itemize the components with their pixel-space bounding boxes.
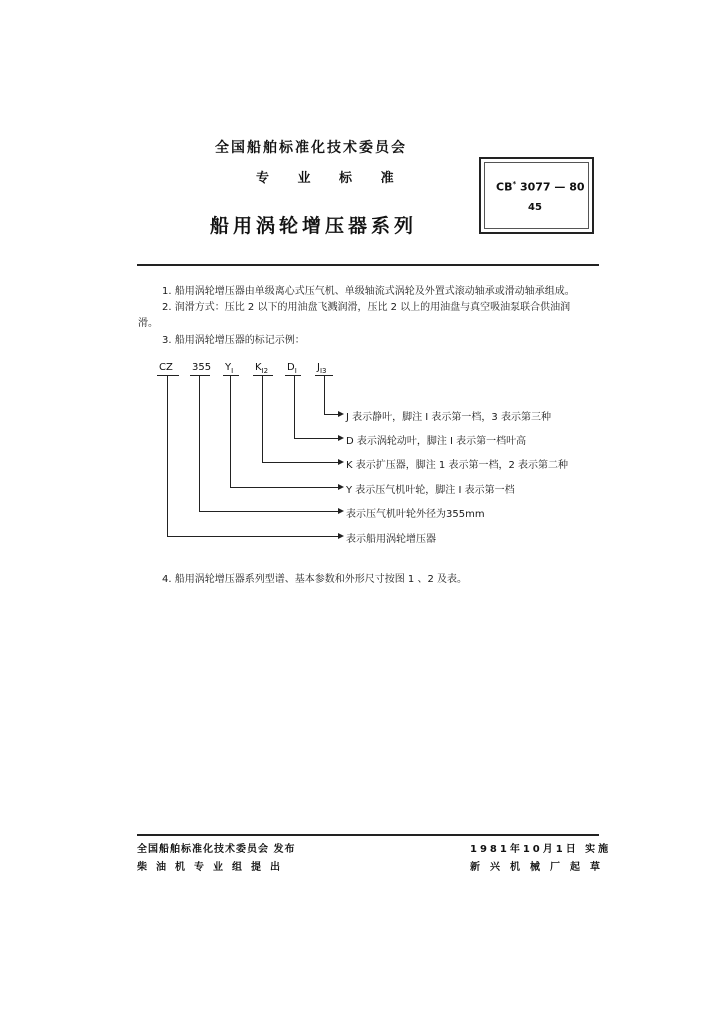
footer-proposer: 柴油机专业组提出 <box>137 862 289 873</box>
code-y: $Y_I$ <box>225 362 234 375</box>
code-cz: CZ <box>159 362 173 373</box>
footer-divider <box>137 834 599 836</box>
leader-line <box>230 376 231 487</box>
arrow-icon <box>338 411 344 417</box>
paragraph-2-continued: 滑。 <box>138 318 158 329</box>
leader-line <box>167 376 168 536</box>
code-diameter: 355 <box>192 362 212 373</box>
document-title: 船用涡轮增压器系列 <box>210 215 418 237</box>
label-y: Y 表示压气机叶轮，脚注 I 表示第一档 <box>346 485 515 496</box>
label-cz: 表示船用涡轮增压器 <box>346 534 436 545</box>
paragraph-2: 2. 润滑方式：压比 2 以下的用油盘飞溅润滑，压比 2 以上的用油盘与真空吸油泵联合供油润 <box>162 302 571 313</box>
leader-line <box>262 376 263 462</box>
code-k: $K_{I2}$ <box>255 362 269 375</box>
arrow-icon <box>338 508 344 514</box>
standard-number-box <box>479 157 594 234</box>
arrow-icon <box>338 459 344 465</box>
label-d: D 表示涡轮动叶，脚注 I 表示第一档叶高 <box>346 436 527 447</box>
code-underline <box>190 375 210 376</box>
leader-line <box>167 536 338 537</box>
leader-line <box>324 376 325 414</box>
leader-line <box>199 511 338 512</box>
leader-line <box>230 487 338 488</box>
arrow-icon <box>338 484 344 490</box>
header-divider <box>137 264 599 266</box>
code-underline <box>157 375 179 376</box>
leader-line <box>294 376 295 438</box>
footer-drafter: 新兴机械厂起草 <box>470 862 610 873</box>
code-underline <box>223 375 239 376</box>
leader-line <box>262 462 338 463</box>
arrow-icon <box>338 435 344 441</box>
paragraph-3: 3. 船用涡轮增压器的标记示例： <box>162 335 305 346</box>
code-d: $D_I$ <box>287 362 297 375</box>
standard-category: 专 业 标 准 <box>256 171 406 186</box>
leader-line <box>294 438 338 439</box>
issuing-organization: 全国船舶标准化技术委员会 <box>215 140 407 156</box>
footer-publisher: 全国船舶标准化技术委员会 发布 <box>137 844 296 855</box>
label-diameter: 表示压气机叶轮外径为355mm <box>346 509 485 520</box>
paragraph-1: 1. 船用涡轮增压器由单级离心式压气机、单级轴流式涡轮及外置式滚动轴承或滑动轴承组成。 <box>162 286 575 297</box>
paragraph-4: 4. 船用涡轮增压器系列型谱、基本参数和外形尺寸按图 1 、2 及表。 <box>162 574 467 585</box>
label-j: J 表示静叶，脚注 I 表示第一档，3 表示第三种 <box>346 412 551 423</box>
code-j: $J_{I3}$ <box>317 362 327 375</box>
footer-effective-date: 1981年10月1日 实施 <box>470 844 612 855</box>
label-k: K 表示扩压器，脚注 1 表示第一档，2 表示第二种 <box>346 460 568 471</box>
classification-number: 45 <box>528 202 542 213</box>
leader-line <box>199 376 200 511</box>
standard-number: CB* 3077 — 80 <box>496 180 585 194</box>
code-underline <box>285 375 301 376</box>
arrow-icon <box>338 533 344 539</box>
code-underline <box>253 375 273 376</box>
leader-line <box>324 414 338 415</box>
